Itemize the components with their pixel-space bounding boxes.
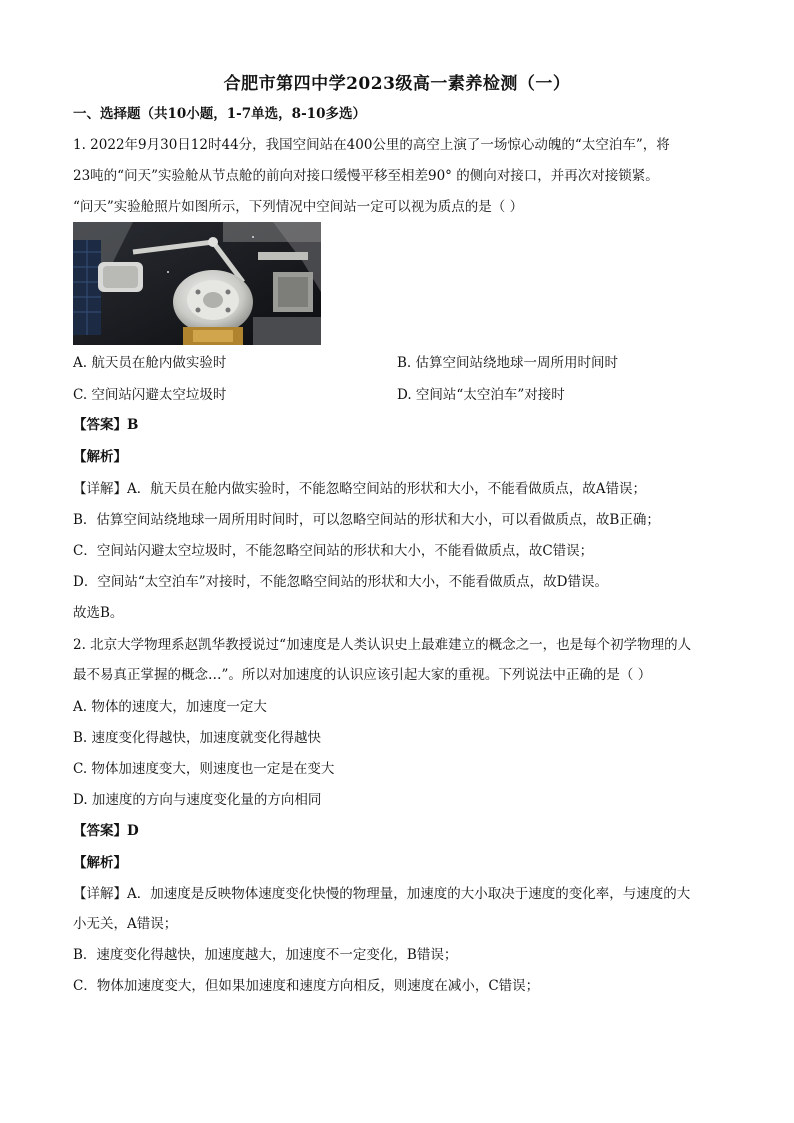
q2-analysis-label: 【解析】	[73, 855, 127, 871]
q1-option-b: B. 估算空间站绕地球一周所用时间时	[397, 355, 619, 371]
q1-detail-line-4: D．空间站“太空泊车”对接时，不能忽略空间站的形状和大小，不能看做质点，故D错误。	[73, 574, 608, 590]
q2-stem-line-2: 最不易真正掌握的概念…”。所以对加速度的认识应该引起大家的重视。下列说法中正确的是（ ）	[73, 667, 652, 683]
q2-option-a: A. 物体的速度大，加速度一定大	[73, 699, 267, 715]
section-heading: 一、选择题（共10小题，1-7单选，8-10多选）	[73, 106, 366, 122]
q1-option-d: D. 空间站“太空泊车”对接时	[397, 387, 565, 403]
q1-detail-line-2: B．估算空间站绕地球一周所用时间时，可以忽略空间站的形状和大小，可以看做质点，故B正确；	[73, 512, 660, 528]
q2-answer: 【答案】D	[73, 823, 139, 839]
q1-stem-line-1: 1. 2022年9月30日12时44分，我国空间站在400公里的高空上演了一场惊心动魄的“太空泊车”，将	[73, 137, 670, 153]
q1-analysis-label: 【解析】	[73, 449, 127, 465]
q2-stem-line-1: 2. 北京大学物理系赵凯华教授说过“加速度是人类认识史上最难建立的概念之一，也是每个初学物理的人	[73, 637, 692, 653]
q2-detail-line-3: B．速度变化得越快，加速度越大，加速度不一定变化，B错误；	[73, 947, 458, 963]
q2-option-b: B. 速度变化得越快，加速度就变化得越快	[73, 730, 322, 746]
q2-detail-line-2: 小无关，A错误；	[73, 916, 178, 932]
q2-detail-line-4: C．物体加速度变大，但如果加速度和速度方向相反，则速度在减小，C错误；	[73, 978, 540, 994]
q2-option-c: C. 物体加速度变大，则速度也一定是在变大	[73, 761, 335, 777]
q1-detail-line-1: 【详解】A．航天员在舱内做实验时，不能忽略空间站的形状和大小，不能看做质点，故A错误；	[73, 481, 646, 497]
q1-option-c: C. 空间站闪避太空垃圾时	[73, 387, 227, 403]
q2-option-d: D. 加速度的方向与速度变化量的方向相同	[73, 792, 322, 808]
q1-answer: 【答案】B	[73, 417, 139, 433]
q1-option-a: A. 航天员在舱内做实验时	[73, 355, 227, 371]
q1-detail-line-3: C．空间站闪避太空垃圾时，不能忽略空间站的形状和大小，不能看做质点，故C错误；	[73, 543, 594, 559]
page-title: 合肥市第四中学2023级高一素养检测（一）	[223, 74, 571, 94]
q1-conclusion: 故选B。	[73, 605, 124, 621]
q1-stem-line-3: “问天”实验舱照片如图所示，下列情况中空间站一定可以视为质点的是（ ）	[73, 199, 524, 215]
q1-stem-line-2: 23吨的“问天”实验舱从节点舱的前向对接口缓慢平移至相差90° 的侧向对接口，并再次对接锁紧。	[73, 168, 659, 184]
space-station-illustration	[73, 222, 321, 345]
q2-detail-line-1: 【详解】A．加速度是反映物体速度变化快慢的物理量，加速度的大小取决于速度的变化率，与速度的大	[73, 886, 691, 902]
space-station-photo	[73, 222, 321, 345]
